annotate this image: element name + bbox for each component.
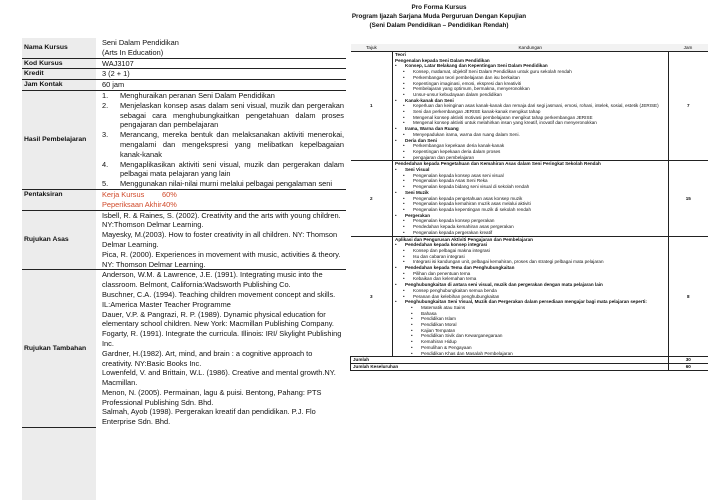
topic-bullet-text: Pengenalan kepada kemahiran muzik asas melalui aktiviti xyxy=(413,201,531,207)
topic-bullet-text: Mengenal konsep aktiviti untuk melahirkan insan yang kreatif, inovatif dan menyeronokkan xyxy=(413,120,597,126)
main-references-list xyxy=(96,210,346,270)
assessment-type: Kerja Kursus xyxy=(102,189,145,199)
topic-bullet-text: Pendidikan Sivik dan Kewarganegaraan xyxy=(421,333,503,339)
reference-entry: Fogarty, R. (1991). Integrate the curricula. Illinois: IRI/ Skylight Publishing Inc. xyxy=(102,329,342,348)
topic-bullet xyxy=(395,230,666,236)
topic-bullet-text: Pengenalan kepada pergerakan kreatif xyxy=(413,229,493,235)
grand-total-hours: 60 xyxy=(668,364,708,371)
extra-references-list xyxy=(96,270,346,427)
reference-entry: Mayesky, M.(2003). How to foster creativity in all children. NY: Thomson Delmar Learning. xyxy=(102,230,338,249)
topic-bullet-text: Pendidikan Islam xyxy=(421,316,456,322)
tajuk-header: Tajuk xyxy=(351,44,393,52)
assessment-type: Peperiksaan Akhir xyxy=(102,199,162,209)
bullet-icon: • xyxy=(403,270,405,276)
course-name-value: Seni Dalam Pendidikan xyxy=(102,38,179,47)
bullet-icon: • xyxy=(411,310,413,316)
bullet-icon: • xyxy=(403,276,405,282)
page-subtitle: Program Ijazah Sarjana Muda Perguruan Dengan Kepujian xyxy=(351,13,527,20)
total-hours: 30 xyxy=(668,357,708,364)
topic-bullet xyxy=(395,155,666,161)
topic-bullet-text: Konsep, matlamat, objektif Seni Dalam Pendidikan untuk guru sekolah rendah xyxy=(413,69,572,75)
bullet-icon: • xyxy=(403,201,405,207)
outcome-number: 5. xyxy=(102,179,109,189)
main-references-row xyxy=(22,210,346,270)
outcome-item xyxy=(102,160,344,180)
reference-entry: Buschner, C.A. (1994). Teaching children movement concept and skills. IL:America Master Teacher Programme xyxy=(102,289,336,309)
reference-entry: Anderson, W.M. & Lawrence, J.E. (1991). Integrating music into the classroom. Belmont, California:Wadsworth Publishing Co. xyxy=(102,270,323,290)
outcome-text: Merancang, mereka bentuk dan melaksanakan aktiviti menerokai, mengalami dan mengekspresi yang melibatkan kepelbagaian kanak-kanak xyxy=(120,130,344,159)
topic-bullet-text: Pendidikan Moral xyxy=(421,322,457,328)
outcome-text: Menggunakan nilai-nilai murni melalui pelbagai pengalaman seni xyxy=(120,179,332,189)
bullet-icon: • xyxy=(411,339,413,345)
credit-value: 3 (2 + 1) xyxy=(96,69,346,80)
contact-hours-value: 60 jam xyxy=(96,80,346,91)
contact-hours-row xyxy=(22,80,346,91)
bullet-icon: • xyxy=(403,74,405,80)
extra-references-label: Rujukan Tambahan xyxy=(22,270,96,427)
assessment-weight: 60% xyxy=(162,189,177,199)
bullet-icon: • xyxy=(395,212,397,218)
topic-bullet-text: Pengenalan kepada bidang seni visual di sekolah rendah xyxy=(413,184,530,190)
bullet-icon: • xyxy=(403,178,405,184)
topic-bullet-text: Pendedahan kepada kemahiran asas pergerakan xyxy=(413,224,514,230)
assessment-row xyxy=(22,189,346,210)
outcome-number: 2. xyxy=(102,100,109,110)
topic-number: 2 xyxy=(351,161,393,236)
topic-row xyxy=(351,161,709,236)
topic-section-heading: Pengenalan kepada Seni Dalam Pendidikan xyxy=(395,57,490,63)
topic-bullet-text: Matematik atau Sains xyxy=(421,304,466,310)
bullet-icon: • xyxy=(403,143,405,149)
page-title: Pro Forma Kursus xyxy=(411,4,467,11)
topic-bullet-text: pengajaran dan pembelajaran xyxy=(413,154,475,160)
outcome-item xyxy=(102,91,344,101)
bullet-icon: • xyxy=(395,265,397,271)
reference-entry: Salmah, Ayob (1998). Pergerakan kreatif dan pendidikan. P.J. Flo Enterprise Sdn. Bhd. xyxy=(102,407,316,427)
topics-panel xyxy=(350,44,708,371)
topic-bullet-text: Pendidikan Khas dan Masalah Pembelajaran xyxy=(421,350,513,356)
bullet-icon: • xyxy=(403,253,405,259)
bullet-icon: • xyxy=(395,167,397,173)
topics-table xyxy=(350,44,708,371)
topic-content xyxy=(393,236,669,357)
topic-bullet-text: Menyepadukan irama, warna dan ruang dalam Seni. xyxy=(413,131,520,137)
topic-bullet-text: Kemahiran Hidup xyxy=(421,339,457,345)
bullet-icon: • xyxy=(403,184,405,190)
credit-row xyxy=(22,69,346,80)
bullet-icon: • xyxy=(403,80,405,86)
topic-bullet-text: Pembelajaran yang optimum, bermakna, menyeronokkan xyxy=(413,86,530,92)
total-label: Jumlah xyxy=(351,357,669,364)
topic-bullet-text: Pengenalan kepada kepentingan muzik di sekolah rendah xyxy=(413,206,531,212)
topic-bullet-text: Pengenalan kepada konsep pergerakan xyxy=(413,218,495,224)
outcome-number: 1. xyxy=(102,90,109,100)
bullet-icon: • xyxy=(403,218,405,224)
reference-entry: Isbell, R. & Raines, S. (2002). Creativity and the arts with young children. NY:Thomson Delmar Learning. xyxy=(102,210,341,230)
reference-entry: Lowenfeld, V. and Brittain, W.L. (1986). Creative and mental growth.NY. Macmillan. xyxy=(102,368,336,388)
topic-row xyxy=(351,236,709,357)
topics-header-row xyxy=(351,44,709,52)
bullet-icon: • xyxy=(403,247,405,253)
learning-outcomes-label: Hasil Pembelajaran xyxy=(22,90,96,189)
outcome-item xyxy=(102,179,344,189)
topic-bullet-text: Kajian Tempatan xyxy=(421,327,456,333)
reference-entry: Menon, N. (2005). Permainan, lagu & puisi. Bentong, Pahang: PTS Professional Publishing Sdn. Bhd. xyxy=(102,387,322,407)
program-name: (Seni Dalam Pendidikan – Pendidikan Rendah) xyxy=(369,22,509,29)
grand-total-label: Jumlah Keseluruhan xyxy=(351,364,669,371)
jam-header: Jam xyxy=(668,44,708,52)
topic-hours: 8 xyxy=(668,236,708,357)
outcome-number: 3. xyxy=(102,130,109,140)
learning-outcomes-row xyxy=(22,90,346,189)
topic-number: 1 xyxy=(351,52,393,161)
assessment-label: Pentaksiran xyxy=(22,189,96,210)
extra-references-row xyxy=(22,270,346,427)
bullet-icon: • xyxy=(403,287,405,293)
bullet-icon: • xyxy=(403,91,405,97)
topic-bullet-text: Penghubungkaitan di antara seni visual, muzik dan pergerakan dengan mata pelajaran lain xyxy=(405,282,603,288)
bullet-icon: • xyxy=(403,195,405,201)
bullet-icon: • xyxy=(395,282,397,288)
outcome-text: Menghuraikan peranan Seni Dalam Pendidikan xyxy=(120,90,275,100)
outcome-text: Menjelaskan konsep asas dalam seni visual, muzik dan pergerakan sebagai cara menghubungkaitkan pengetahuan dalam proses pengajaran dan pembelajaran xyxy=(120,100,344,130)
reference-entry: Dauer, V.P. & Pangrazi, R. P. (1989). Dynamic physical education for elementary school children. New York: Macmillan Publishing Company. xyxy=(102,309,334,329)
bullet-icon: • xyxy=(395,242,397,248)
page-header xyxy=(0,3,728,30)
bullet-icon: • xyxy=(403,131,405,137)
bullet-icon: • xyxy=(403,109,405,115)
bullet-icon: • xyxy=(403,148,405,154)
bullet-icon: • xyxy=(395,63,397,69)
bullet-icon: • xyxy=(395,97,397,103)
contact-hours-label: Jam Kontak xyxy=(22,80,96,91)
course-name-english: (Arts In Education) xyxy=(102,47,164,57)
bullet-icon: • xyxy=(395,299,397,305)
topic-bullet-text: Keperluan dan keinginan asas kanak-kanak dan remaja dari segi jasmani, emosi, rohani, intelek, sosial, estetik (JERISE) xyxy=(413,103,659,109)
topic-bullet-text: Kebaikan dan kelemahan tema xyxy=(413,276,477,282)
bullet-icon: • xyxy=(403,259,405,265)
bullet-icon: • xyxy=(395,189,397,195)
bullet-icon: • xyxy=(403,229,405,235)
bullet-icon: • xyxy=(411,316,413,322)
topic-bullet-text: Konsep penghubungkaitan semua benda xyxy=(413,287,497,293)
assessment-item xyxy=(102,200,344,210)
credit-label: Kredit xyxy=(22,69,96,80)
topic-hours: 15 xyxy=(668,161,708,236)
assessment-item xyxy=(102,190,344,200)
topic-bullet-text: Kepentingan imaginasi, emosi, ekspresi dan kreativiti xyxy=(413,80,522,86)
topic-bullet-text: Deria dan Seni xyxy=(405,137,437,143)
course-code-row xyxy=(22,58,346,69)
topic-bullet-text: Irama, Warna dan Ruang xyxy=(405,126,459,132)
bullet-icon: • xyxy=(411,333,413,339)
bullet-icon: • xyxy=(403,172,405,178)
topic-bullet-text: Pemulihan & Pengayaan xyxy=(421,344,472,350)
topic-bullet-text: Peranan dan kelebihan penghubungkaitan xyxy=(413,293,500,299)
outcome-item xyxy=(102,130,344,159)
topic-bullet-text: Unsur-unsur kebudayaan dalam pendidikan xyxy=(413,91,502,97)
topic-bullet-text: Mengenal konsep aktiviti motivasi pembelajaran mengikut tahap perkembangan JERISE xyxy=(413,114,593,120)
bullet-icon: • xyxy=(403,69,405,75)
topic-bullet-text: Pengenalan kepada Asas Seni Reka xyxy=(413,178,488,184)
bullet-icon: • xyxy=(395,137,397,143)
grand-total-row xyxy=(351,364,709,371)
bullet-icon: • xyxy=(411,344,413,350)
topic-bullet-text: Penghubungkaitan Seni Visual, Muzik dan Pergerakan dalam persediaan mengajar bagi mata pelajaran seperti: xyxy=(405,299,647,305)
bullet-icon: • xyxy=(403,293,405,299)
bullet-icon: • xyxy=(403,120,405,126)
outcome-text: Mengaplikasikan aktiviti seni visual, muzik dan pergerakan dalam pelbagai mata pelajaran yang lain xyxy=(120,159,344,179)
topic-section-heading: Pendedahan kepada Pengetahuan dan Kemahiran Asas dalam Seni Peringkat Sekolah Rendah xyxy=(395,161,601,167)
course-code-value: WAJ3107 xyxy=(96,58,346,69)
topic-bullet-text: Pilihan dan penentuan tema xyxy=(413,270,471,276)
topic-bullet-text: Konsep dan pelbagai makna integrasi xyxy=(413,247,490,253)
topic-bullet-text: Perkembangan kepekaan deria kanak-kanak xyxy=(413,143,505,149)
topic-content xyxy=(393,161,669,236)
topic-bullet-text: Pergerakan xyxy=(405,212,431,218)
topic-bullet-text: Pengenalan kepada konsep asas seni visual xyxy=(413,172,504,178)
learning-outcomes-list xyxy=(102,91,344,189)
kandungan-header: Kandungan xyxy=(393,44,669,52)
topic-bullet-text: Seni Visual xyxy=(405,167,430,173)
main-references-label: Rujukan Asas xyxy=(22,210,96,270)
bullet-icon: • xyxy=(403,206,405,212)
bullet-icon: • xyxy=(403,154,405,160)
outcome-item xyxy=(102,101,344,130)
topic-bullet-text: Seni Muzik xyxy=(405,189,429,195)
topic-bullet-text: Pendedahan kepada konsep integrasi xyxy=(405,242,488,248)
bullet-icon: • xyxy=(403,103,405,109)
assessment-weight: 40% xyxy=(162,199,177,209)
topic-hours: 7 xyxy=(668,52,708,161)
topic-bullet-text: Seni dan perkembangan JERISE kanak-kanak mengikut tahap xyxy=(413,109,541,115)
topic-section-heading: Teori xyxy=(395,52,406,57)
topic-bullet-text: Pendedahan kepada Tema dan Penghubungkaitan xyxy=(405,265,515,271)
topic-bullet-text: Konsep, Latar Belakang dan Kepentingan Seni Dalam Pendidikan xyxy=(405,63,548,69)
bullet-icon: • xyxy=(411,322,413,328)
topic-content xyxy=(393,52,669,161)
reference-entry: Pica, R. (2000). Experiences in movement with music, activities & theory. NY: Thomson Delmar Learning. xyxy=(102,249,341,269)
total-row xyxy=(351,357,709,364)
topic-bullet-text: Kanak-kanak dan Seni xyxy=(405,97,454,103)
course-info-panel xyxy=(22,38,346,428)
course-code-label: Kod Kursus xyxy=(22,58,96,69)
topic-bullet-text: Kepentingan kepekaan deria dalam proses xyxy=(413,148,501,154)
assessment-list xyxy=(96,189,346,210)
outcome-number: 4. xyxy=(102,159,109,169)
topic-section-heading: Aplikasi dan Pengurusan Aktiviti Pengajaran dan Pembelajaran xyxy=(395,236,533,242)
bullet-icon: • xyxy=(403,114,405,120)
bullet-icon: • xyxy=(403,86,405,92)
bullet-icon: • xyxy=(395,126,397,132)
bullet-icon: • xyxy=(411,304,413,310)
topic-bullet-text: Integrasi isi kandungan unit, pelbagai kemahiran, proses dan strategi pelbagai mata pelajaran xyxy=(413,259,604,265)
reference-entry: Gardner, H.(1982). Art, mind, and brain : a cognitive approach to creativity. NY:Basic Books Inc. xyxy=(102,348,313,368)
course-name-label: Nama Kursus xyxy=(22,38,96,58)
topic-number: 3 xyxy=(351,236,393,357)
bullet-icon: • xyxy=(403,224,405,230)
bullet-icon: • xyxy=(411,350,413,356)
bullet-icon: • xyxy=(411,327,413,333)
topic-row xyxy=(351,52,709,161)
topic-bullet-text: Pengenalan kepada pengetahuan asas konsep muzik xyxy=(413,195,523,201)
topic-bullet-text: Bahasa xyxy=(421,310,437,316)
topic-bullet-text: Perkembangan teori pembelajaran dan isu berkaitan xyxy=(413,74,520,80)
topic-bullet-text: Isu dan cabaran integrasi xyxy=(413,253,465,259)
course-name-row xyxy=(22,38,346,58)
topic-bullet xyxy=(395,351,666,357)
